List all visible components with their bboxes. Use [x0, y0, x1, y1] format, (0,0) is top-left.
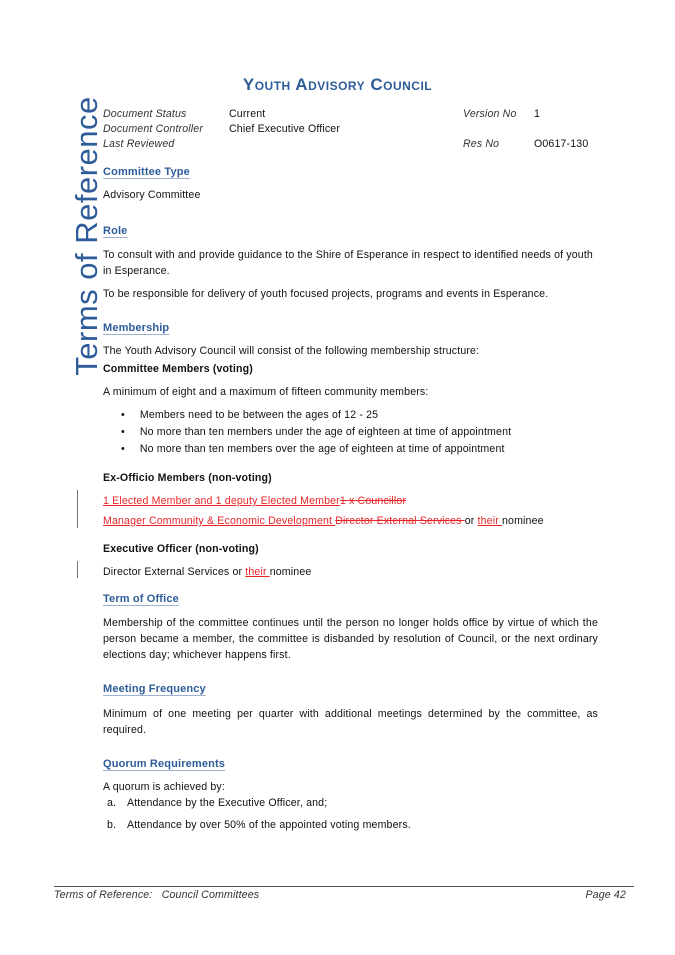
bullet-item: • No more than ten members over the age of eighteen at time of appointment	[121, 443, 505, 455]
heading-quorum: Quorum Requirements	[103, 758, 226, 770]
membership-intro: The Youth Advisory Council will consist of the following membership structure:	[103, 345, 480, 357]
bullet-item: • No more than ten members under the age of eighteen at time of appointment	[121, 426, 512, 438]
meta-status: Current	[229, 108, 266, 120]
heading-meeting-frequency: Meeting Frequency	[103, 683, 206, 695]
exofficio-line-1	[103, 495, 406, 507]
role-paragraph-1: To consult with and provide guidance to the Shire of Esperance in respect to identified needs of youth in Esperance.	[103, 249, 593, 277]
quorum-item: a. Attendance by the Executive Officer, and;	[107, 797, 328, 809]
exofficio-line-2: Manager Community & Economic Development Director External Services or their nominee	[103, 515, 544, 527]
heading-term-of-office: Term of Office	[103, 593, 179, 605]
role-paragraph-2: To be responsible for delivery of youth focused projects, programs and events in Esperance.	[103, 288, 549, 300]
change-bar	[77, 561, 78, 578]
meta-version-label: Version No	[463, 108, 517, 120]
bullet-item: • Members need to be between the ages of 12 - 25	[121, 409, 379, 421]
side-title: Terms of Reference	[69, 96, 104, 376]
inserted-text: their	[245, 566, 270, 578]
heading-role: Role	[103, 225, 128, 237]
inserted-text: Manager Community & Economic Development	[103, 515, 336, 527]
exec-line: Director External Services or their nominee	[103, 566, 312, 578]
footer-left: Terms of Reference: Council Committees	[54, 889, 260, 901]
bullet-icon: •	[121, 426, 125, 438]
inserted-text: 1 Elected Member and 1 deputy Elected Member	[103, 495, 340, 507]
quorum-item: b. Attendance by over 50% of the appointed voting members.	[107, 819, 411, 831]
meta-reviewed-label: Last Reviewed	[103, 138, 175, 150]
bullet-icon: •	[121, 443, 125, 455]
meta-res: O0617-130	[534, 138, 589, 150]
inserted-text: their	[477, 515, 502, 527]
bullet-icon: •	[121, 409, 125, 421]
term-text: Membership of the committee continues until the person no longer holds office by virtue of which the person became a member, the committee is disbanded by resolution of Council, or the next ordinary elections day; whichever happens first.	[103, 617, 598, 661]
quorum-intro: A quorum is achieved by:	[103, 781, 225, 793]
meeting-text: Minimum of one meeting per quarter with additional meetings determined by the committee, as required.	[103, 708, 598, 736]
heading-committee-type: Committee Type	[103, 166, 190, 178]
meta-res-label: Res No	[463, 138, 500, 150]
deleted-text: 1 x Councillor	[339, 495, 407, 507]
exofficio-heading: Ex-Officio Members (non-voting)	[103, 472, 272, 484]
heading-membership: Membership	[103, 322, 170, 334]
deleted-text: Director External Services	[335, 515, 465, 527]
change-bar	[77, 490, 78, 528]
meta-version: 1	[534, 108, 541, 120]
voting-text: A minimum of eight and a maximum of fifteen community members:	[103, 386, 429, 398]
meta-status-label: Document Status	[103, 108, 187, 120]
page-number: Page 42	[585, 889, 626, 901]
footer	[54, 886, 634, 901]
exec-heading: Executive Officer (non-voting)	[103, 543, 259, 555]
meta-controller: Chief Executive Officer	[229, 123, 341, 135]
page-title: Youth Advisory Council	[242, 75, 433, 94]
meta-controller-label: Document Controller	[103, 123, 203, 135]
committee-type-text: Advisory Committee	[103, 189, 201, 201]
voting-heading: Committee Members (voting)	[103, 363, 253, 375]
